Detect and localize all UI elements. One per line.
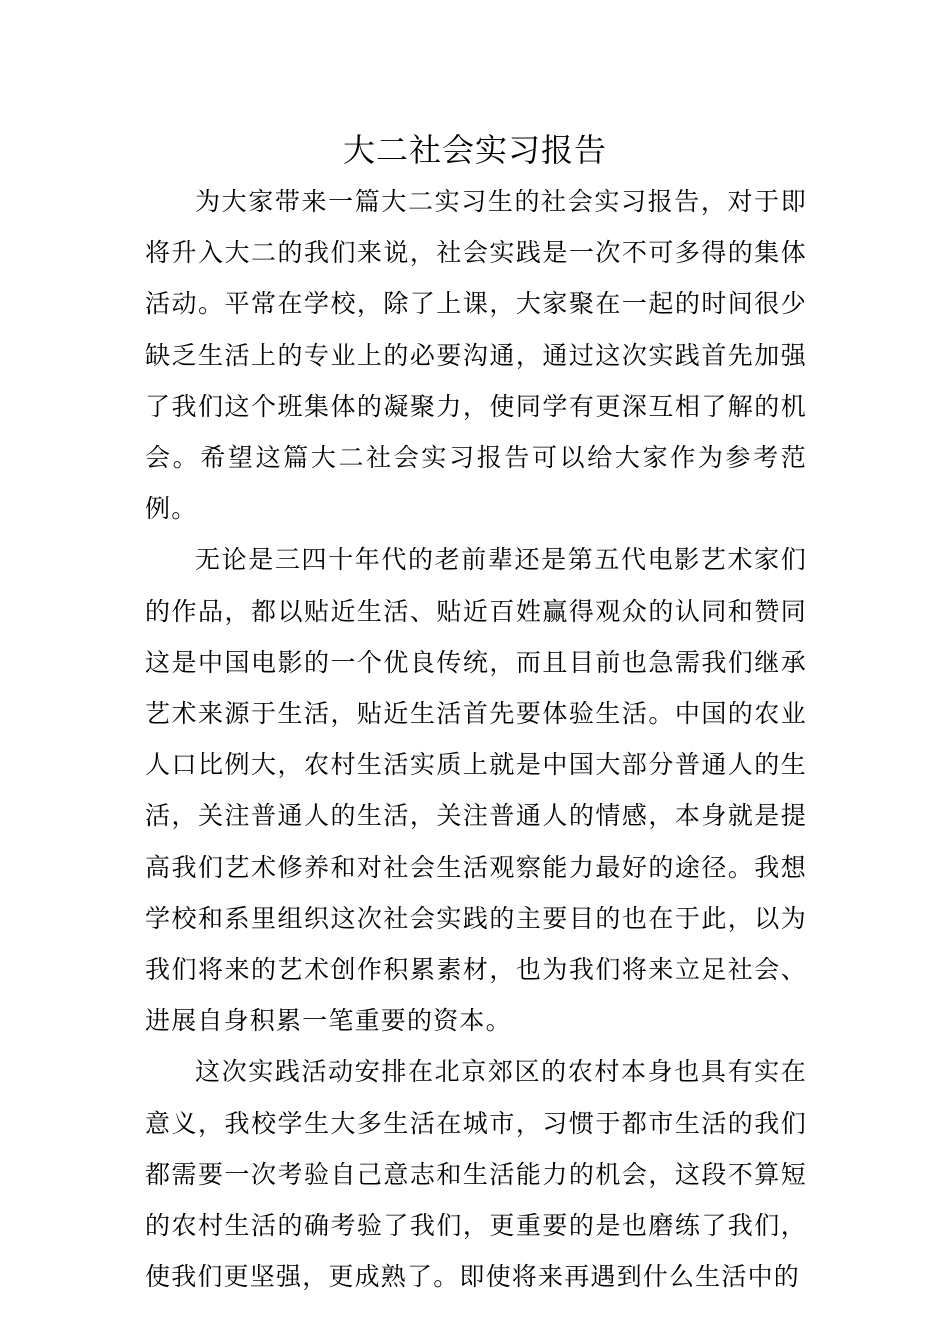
paragraph: 为大家带来一篇大二实习生的社会实习报告，对于即将升入大二的我们来说，社会实践是一次不可多得的集体活动。平常在学校，除了上课，大家聚在一起的时间很少缺乏生活上的专业上的必要沟通，通过这次实践首先加强了我们这个班集体的凝聚力，使同学有更深互相了解的机会。希望这篇大二社会实习报告可以给大家作为参考范例。 <box>145 187 807 524</box>
paragraph: 无论是三四十年代的老前辈还是第五代电影艺术家们的作品，都以贴近生活、贴近百姓赢得观众的认同和赞同这是中国电影的一个优良传统，而且目前也急需我们继承艺术来源于生活，贴近生活首先要体验生活。中国的农业人口比例大，农村生活实质上就是中国大部分普通人的生活，关注普通人的生活，关注普通人的情感，本身就是提高我们艺术修养和对社会生活观察能力最好的途径。我想学校和系里组织这次社会实践的主要目的也在于此，以为我们将来的艺术创作积累素材，也为我们将来立足社会、进展自身积累一笔重要的资本。 <box>145 545 807 1036</box>
document-title: 大二社会实习报告 <box>342 131 607 169</box>
paragraph: 这次实践活动安排在北京郊区的农村本身也具有实在意义，我校学生大多生活在城市，习惯于都市生活的我们都需要一次考验自己意志和生活能力的机会，这段不算短的农村生活的确考验了我们，更重要的是也磨练了我们，使我们更坚强，更成熟了。即使将来再遇到什么生活中的 <box>145 1057 807 1292</box>
document-body <box>145 176 807 1302</box>
